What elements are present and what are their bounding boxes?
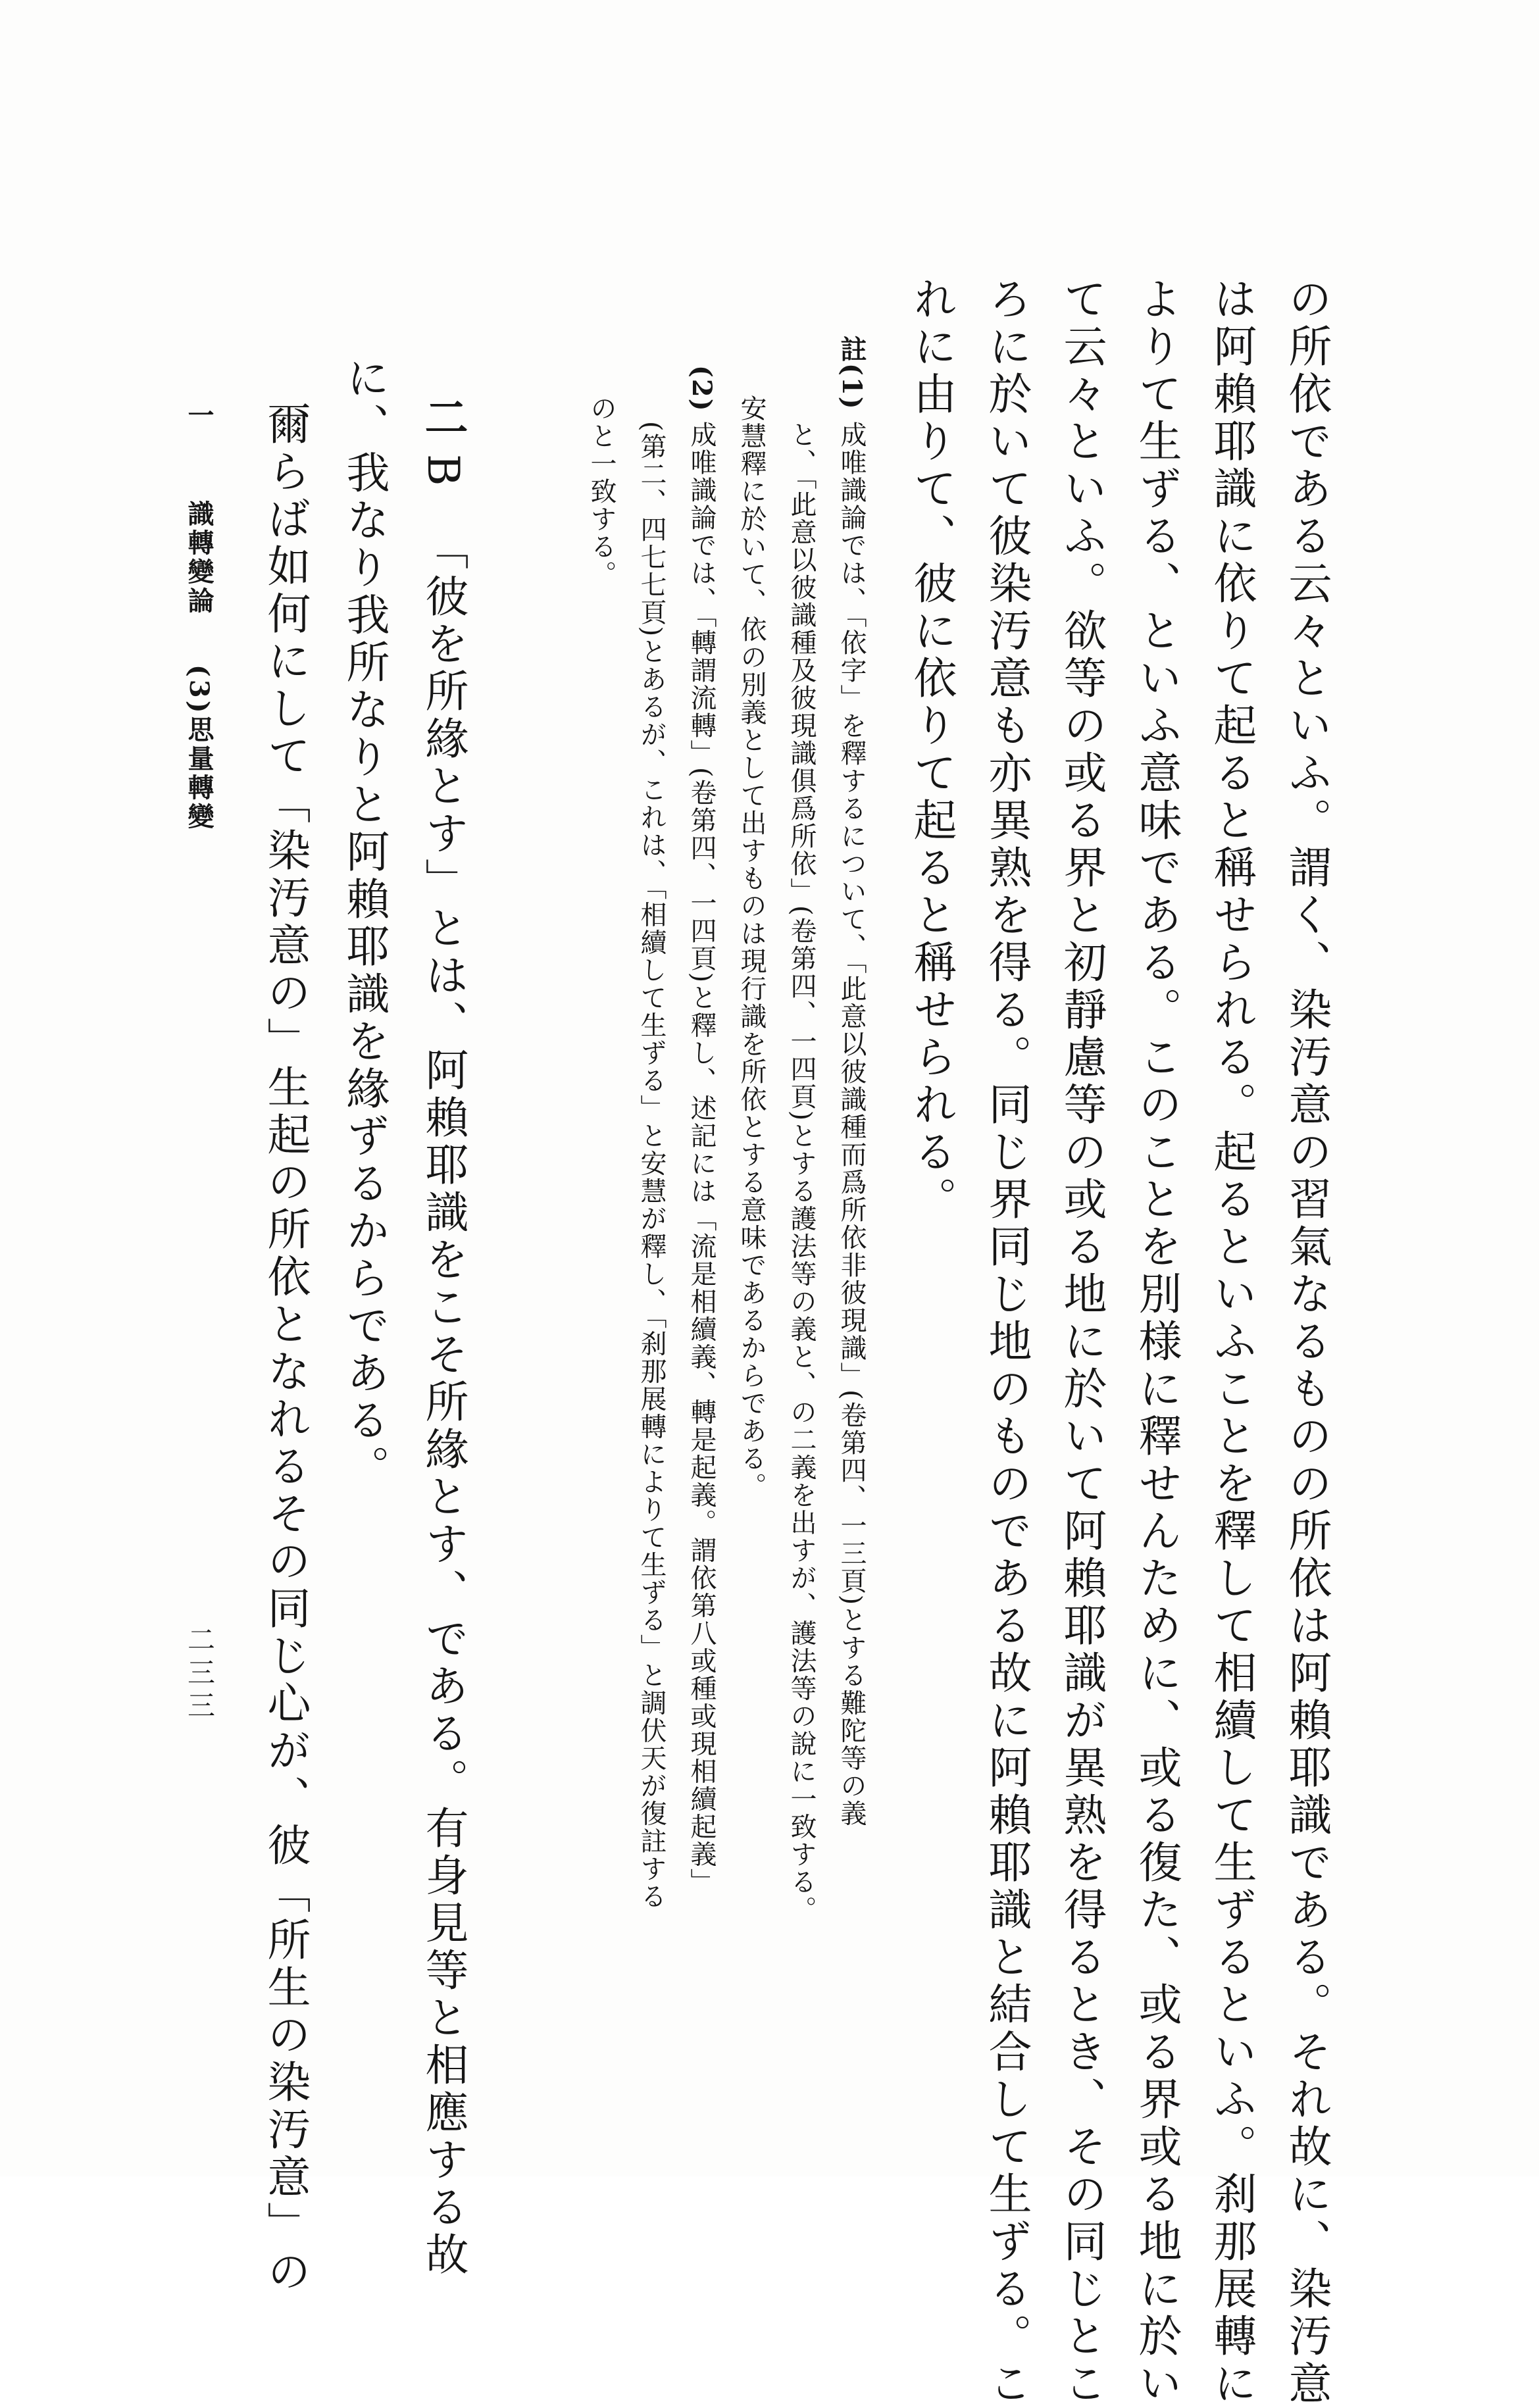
section-text-line: 「彼を所緣とす」とは、阿賴耶識をこそ所緣とす、である。有身見等と相應する故 <box>418 526 468 2279</box>
note-line: 成唯識論では、「轉謂流轉」(卷第四、一四頁)と釋し、述記には「流是相續義、轉是起義。謂依第八或種或現相續起義」 <box>686 421 717 1896</box>
running-header-section: (3)思量轉變 <box>184 665 214 832</box>
main-text-line: の所依である云々といふ。謂く、染汚意の習氣なるものの所依は阿賴耶識である。それ故に、染汚意 <box>1281 276 1332 2408</box>
section-marker: 二 <box>417 395 468 442</box>
page-number: 二三三 <box>184 1625 216 1724</box>
note-line: 安慧釋に於いて、依の別義として出すものは現行識を所依とする意味であるからである。 <box>736 395 767 1500</box>
note-line: (第二、四七七頁)とあるが、これは、「相續して生ずる」と安慧が釋し、「刹那展轉によりて生ずる」と調伏天が復註する <box>636 421 667 1911</box>
note-line: と、「此意以彼識種及彼現識俱爲所依」(卷第四、一四頁)とする護法等の義と、の二義を出すが、護法等の說に一致する。 <box>786 421 817 1924</box>
chapter-mark: 一 <box>184 401 214 430</box>
note-marker: (2) <box>686 365 717 413</box>
section-label: B <box>418 454 468 490</box>
main-text-line: て云々といふ。欲等の或る界と初靜慮等の或る地に於いて阿賴耶識が異熟を得るとき、その同じとこ <box>1056 276 1107 2408</box>
running-header-title: 識轉變論 <box>184 500 214 616</box>
note-line: 成唯識論では、「依字」を釋するについて、「此意以彼識種而爲所依非彼現識」(卷第四、一三頁)とする難陀等の義 <box>836 421 867 1828</box>
main-text-line: は阿賴耶識に依りて起ると稱せられる。起るといふことを釋して相續して生ずるといふ。刹那展轉に <box>1206 276 1257 2408</box>
section-text-line: に、我なり我所なりと阿賴耶識を緣ずるからである。 <box>339 355 390 1492</box>
main-text-line: ろに於いて彼染汚意も亦異熟を得る。同じ界同じ地のものである故に阿賴耶識と結合して生ずる。こ <box>981 276 1032 2408</box>
main-text-line: よりて生ずる、といふ意味である。このことを別様に釋せんために、或る復た、或る界或る地に於い <box>1131 276 1182 2408</box>
main-text-line: れに由りて、彼に依りて起ると稱せられる。 <box>906 276 957 1224</box>
note-line: のと一致する。 <box>586 395 617 588</box>
section-text-line: 爾らば如何にして「染汚意の」生起の所依となれるその同じ心が、彼「所生の染汚意」の <box>260 401 311 2296</box>
note-marker: 註(1) <box>836 336 867 411</box>
